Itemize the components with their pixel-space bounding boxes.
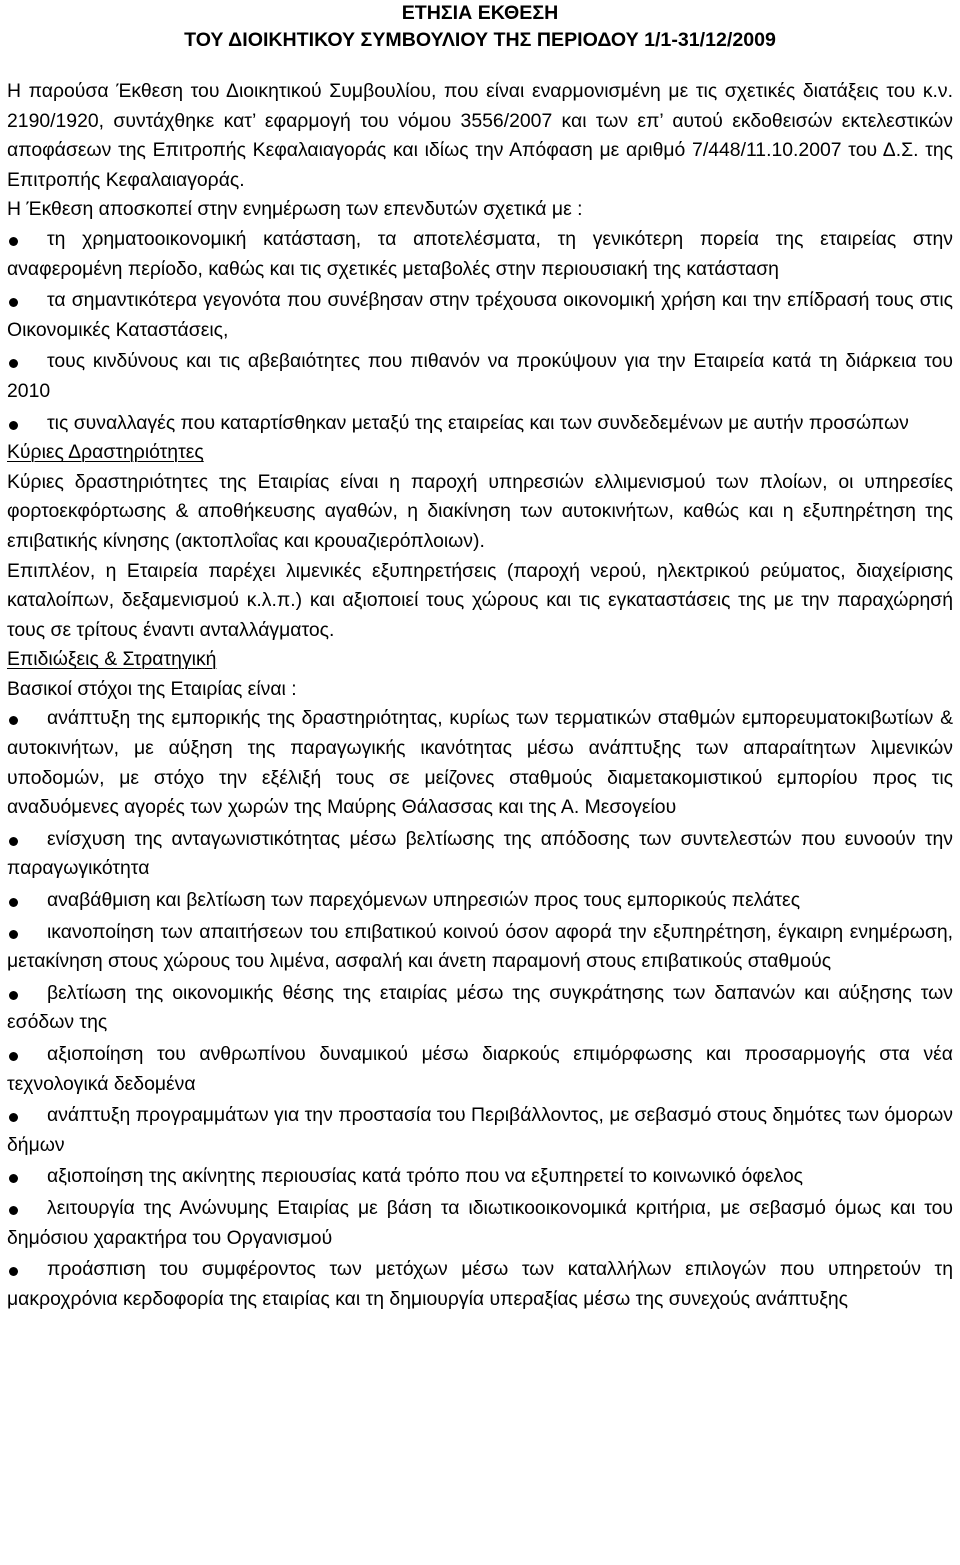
bullet-icon — [9, 898, 18, 907]
list-item — [7, 409, 953, 439]
strategy-lead: Βασικοί στόχοι της Εταιρίας είναι : — [7, 677, 297, 700]
bullet-icon — [9, 298, 18, 307]
list-item-text: ικανοποίηση των απαιτήσεων του επιβατικού κοινού όσον αφορά την εξυπηρέτηση, έγκαιρη ενημέρωση, μετακίνηση στους χώρους του λιμένα, ασφαλή και άνετη παραμονή στους επιβατικούς σταθμούς — [7, 920, 953, 973]
bullet-icon — [9, 991, 18, 1000]
list-item-text: τα σημαντικότερα γεγονότα που συνέβησαν στην τρέχουσα οικονομική χρήση και την επίδρασή τους στις Οικονομικές Καταστάσεις, — [7, 289, 953, 341]
list-item — [7, 1162, 953, 1192]
list-item-text: τους κινδύνους και τις αβεβαιότητες που πιθανόν να προκύψουν για την Εταιρεία κατά τη διάρκεια του 2010 — [7, 350, 953, 402]
bullet-icon — [9, 837, 18, 846]
list-item — [7, 286, 953, 345]
list-item — [7, 1040, 953, 1099]
activities-paragraph-1: Κύριες δραστηριότητες της Εταιρίας είναι η παροχή υπηρεσιών ελλιμενισμού των πλοίων, οι υπηρεσίες φορτοεκφόρτωσης & αποθήκευσης αγαθών, η διακίνηση των αυτοκινήτων, καθώς και η εξυπηρέτηση της επιβατικής κίνησης (ακτοπλοΐας και κρουαζιερόπλοιων). — [7, 470, 953, 552]
list-item-text: αξιοποίηση του ανθρωπίνου δυναμικού μέσω διαρκούς επιμόρφωσης και προσαρμογής στα νέα τεχνολογικά δεδομένα — [7, 1043, 953, 1095]
bullet-icon — [9, 1052, 18, 1061]
report-subtitle: ΤΟΥ ΔΙΟΙΚΗΤΙΚΟΥ ΣΥΜΒΟΥΛΙΟΥ ΤΗΣ ΠΕΡΙΟΔΟΥ 1/1-31/12/2009 — [184, 29, 776, 51]
bullet-icon — [9, 359, 18, 368]
info-list — [7, 225, 953, 438]
list-item-text: αξιοποίηση της ακίνητης περιουσίας κατά τρόπο που να εξυπηρετεί το κοινωνικό όφελος — [47, 1165, 804, 1188]
list-item-text: τις συναλλαγές που καταρτίσθηκαν μεταξύ της εταιρείας και των συνδεδεμένων με αυτήν προσώπων — [47, 411, 909, 434]
strategy-list — [7, 704, 953, 1314]
list-item — [7, 1255, 953, 1314]
spacer — [7, 54, 953, 77]
intro-paragraph: Η παρούσα Έκθεση του Διοικητικού Συμβουλίου, που είναι εναρμονισμένη με τις σχετικές διατάξεις του κ.ν. 2190/1920, συντάχθηκε κατ’ εφαρμογή του νόμου 3556/2007 και των επ’ αυτού εκδοθεισών εκτελεστικών αποφάσεων της Επιτροπής Κεφαλαιαγοράς και ιδίως την Απόφαση με αριθμό 7/448/11.10.2007 του Δ.Σ. της Επιτροπής Κεφαλαιαγοράς. — [7, 80, 953, 191]
bullet-icon — [9, 421, 18, 430]
list-item — [7, 225, 953, 284]
list-item — [7, 918, 953, 977]
list-item — [7, 1194, 953, 1253]
bullet-icon — [9, 716, 18, 725]
list-item — [7, 1101, 953, 1160]
list-item-text: αναβάθμιση και βελτίωση των παρεχόμενων υπηρεσιών προς τους εμπορικούς πελάτες — [47, 889, 801, 912]
intro-lead: Η Έκθεση αποσκοπεί στην ενημέρωση των επενδυτών σχετικά με : — [7, 198, 583, 221]
strategy-heading: Επιδιώξεις & Στρατηγική — [7, 648, 217, 671]
bullet-icon — [9, 1206, 18, 1215]
list-item-text: λειτουργία της Ανώνυμης Εταιρίας με βάση τα ιδιωτικοοικονομικά κριτήρια, με σεβασμό όμως και του δημόσιου χαρακτήρα του Οργανισμού — [7, 1196, 953, 1249]
list-item — [7, 704, 953, 822]
list-item-text: βελτίωση της οικονομικής θέσης της εταιρίας μέσω της συγκράτησης των δαπανών και αύξησης των εσόδων της — [7, 981, 953, 1034]
list-item — [7, 347, 953, 406]
bullet-icon — [9, 1113, 18, 1122]
list-item-text: τη χρηματοοικονομική κατάσταση, τα αποτελέσματα, τη γενικότερη πορεία της εταιρείας στην αναφερομένη περίοδο, καθώς και τις σχετικές μεταβολές στην περιουσιακή της κατάσταση — [7, 227, 953, 280]
bullet-icon — [9, 1267, 18, 1276]
list-item — [7, 886, 953, 916]
report-title: ΕΤΗΣΙΑ ΕΚΘΕΣΗ — [401, 2, 559, 24]
list-item-text: ανάπτυξη της εμπορικής της δραστηριότητας, κυρίως των τερματικών σταθμών εμπορευματοκιβωτίων & αυτοκινήτων, με αύξηση της παραγωγικής ικανότητας μέσω ανάπτυξης των απαραίτητων λιμενικών υποδομών, με στόχο την εξέλιξή τους σε μείζονες σταθμούς διαμετακομιστικού εμπορίου προς τις αναδυόμενες αγορές των χωρών της Μαύρης Θάλασσας και της Α. Μεσογείου — [7, 707, 953, 819]
activities-paragraph-2: Επιπλέον, η Εταιρεία παρέχει λιμενικές εξυπηρετήσεις (παροχή νερού, ηλεκτρικού ρεύματος, διαχείρισης καταλοίπων, δεξαμενισμού κ.λ.π.) και αξιοποιεί τους χώρους και τις εγκαταστάσεις της με την παραχώρησή τους σε τρίτους έναντι ανταλλάγματος. — [7, 559, 953, 641]
bullet-icon — [9, 930, 18, 939]
bullet-icon — [9, 1174, 18, 1183]
list-item-text: προάσπιση του συμφέροντος των μετόχων μέσω των καταλλήλων επιλογών που υπηρετούν τη μακροχρόνια κερδοφορία της εταιρίας και τη δημιουργία υπεραξίας μέσω της συνεχούς ανάπτυξης — [7, 1258, 953, 1310]
bullet-icon — [9, 237, 18, 246]
list-item — [7, 825, 953, 884]
activities-heading: Κύριες Δραστηριότητες — [7, 441, 204, 464]
list-item-text: ανάπτυξη προγραμμάτων για την προστασία του Περιβάλλοντος, με σεβασμό στους δημότες των όμορων δήμων — [7, 1104, 953, 1156]
list-item-text: ενίσχυση της ανταγωνιστικότητας μέσω βελτίωσης της απόδοσης των συντελεστών που ευνοούν την παραγωγικότητα — [7, 827, 953, 880]
list-item — [7, 979, 953, 1038]
